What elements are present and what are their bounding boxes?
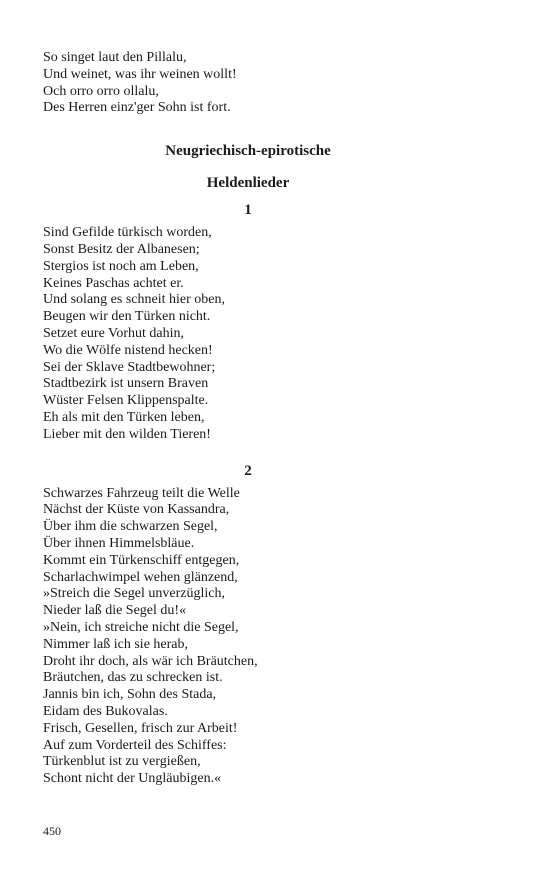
verse-line: Sei der Sklave Stadtbewohner; <box>43 359 216 375</box>
verse-line: Beugen wir den Türken nicht. <box>43 309 211 325</box>
verse-line: »Streich die Segel unverzüglich, <box>43 586 225 602</box>
page-text <box>43 50 463 788</box>
song-1-number: 1 <box>244 202 252 219</box>
verse-line: Über ihm die schwarzen Segel, <box>43 519 218 535</box>
verse-line: Stadtbezirk ist unsern Braven <box>43 376 209 392</box>
verse-line: Wüster Felsen Klippenspalte. <box>43 393 209 409</box>
verse-line: Sonst Besitz der Albanesen; <box>43 241 200 257</box>
verse-line: Schont nicht der Ungläubigen.« <box>43 771 222 787</box>
section-title-line-2: Heldenlieder <box>206 175 290 192</box>
verse-line: Des Herren einz'ger Sohn ist fort. <box>43 100 231 116</box>
verse-line: Keines Paschas achtet er. <box>43 275 184 291</box>
verse-line: Nächst der Küste von Kassandra, <box>43 502 230 518</box>
verse-line: Stergios ist noch am Leben, <box>43 258 199 274</box>
verse-line: Och orro orro ollalu, <box>43 83 159 99</box>
verse-line: So singet laut den Pillalu, <box>43 50 187 65</box>
verse-line: Über ihnen Himmelsbläue. <box>43 535 195 551</box>
verse-line: Setzet eure Vorhut dahin, <box>43 325 185 341</box>
verse-line: Eidam des Bukovalas. <box>43 703 168 719</box>
verse-line: Sind Gefilde türkisch worden, <box>43 225 212 241</box>
verse-line: Jannis bin ich, Sohn des Stada, <box>43 687 217 703</box>
verse-line: Eh als mit den Türken leben, <box>43 409 205 425</box>
verse-line: Und solang es schneit hier oben, <box>43 292 225 308</box>
verse-line: Kommt ein Türkenschiff entgegen, <box>43 552 240 568</box>
verse-line: Droht ihr doch, als wär ich Bräutchen, <box>43 653 258 669</box>
verse-line: Frisch, Gesellen, frisch zur Arbeit! <box>43 720 238 736</box>
verse-line: Nimmer laß ich sie herab, <box>43 636 189 652</box>
verse-line: Nieder laß die Segel du!« <box>43 603 187 619</box>
song-2-stanza <box>43 486 463 788</box>
verse-line: Türkenblut ist zu vergießen, <box>43 754 201 770</box>
verse-line: Und weinet, was ihr weinen wollt! <box>43 66 237 82</box>
verse-line: Bräutchen, das zu schrecken ist. <box>43 670 223 686</box>
opening-stanza <box>43 50 463 117</box>
verse-line: Scharlachwimpel wehen glänzend, <box>43 569 238 585</box>
verse-line: Auf zum Vorderteil des Schiffes: <box>43 737 227 753</box>
verse-line: Schwarzes Fahrzeug teilt die Welle <box>43 485 240 501</box>
verse-line: Lieber mit den wilden Tieren! <box>43 426 211 442</box>
verse-line: Wo die Wölfe nistend hecken! <box>43 342 213 358</box>
section-title-line-1: Neugriechisch-epirotische <box>165 143 331 160</box>
song-2-number: 2 <box>244 462 252 479</box>
verse-line: »Nein, ich streiche nicht die Segel, <box>43 619 239 635</box>
song-1-stanza <box>43 225 463 443</box>
page-number: 450 <box>43 824 61 838</box>
